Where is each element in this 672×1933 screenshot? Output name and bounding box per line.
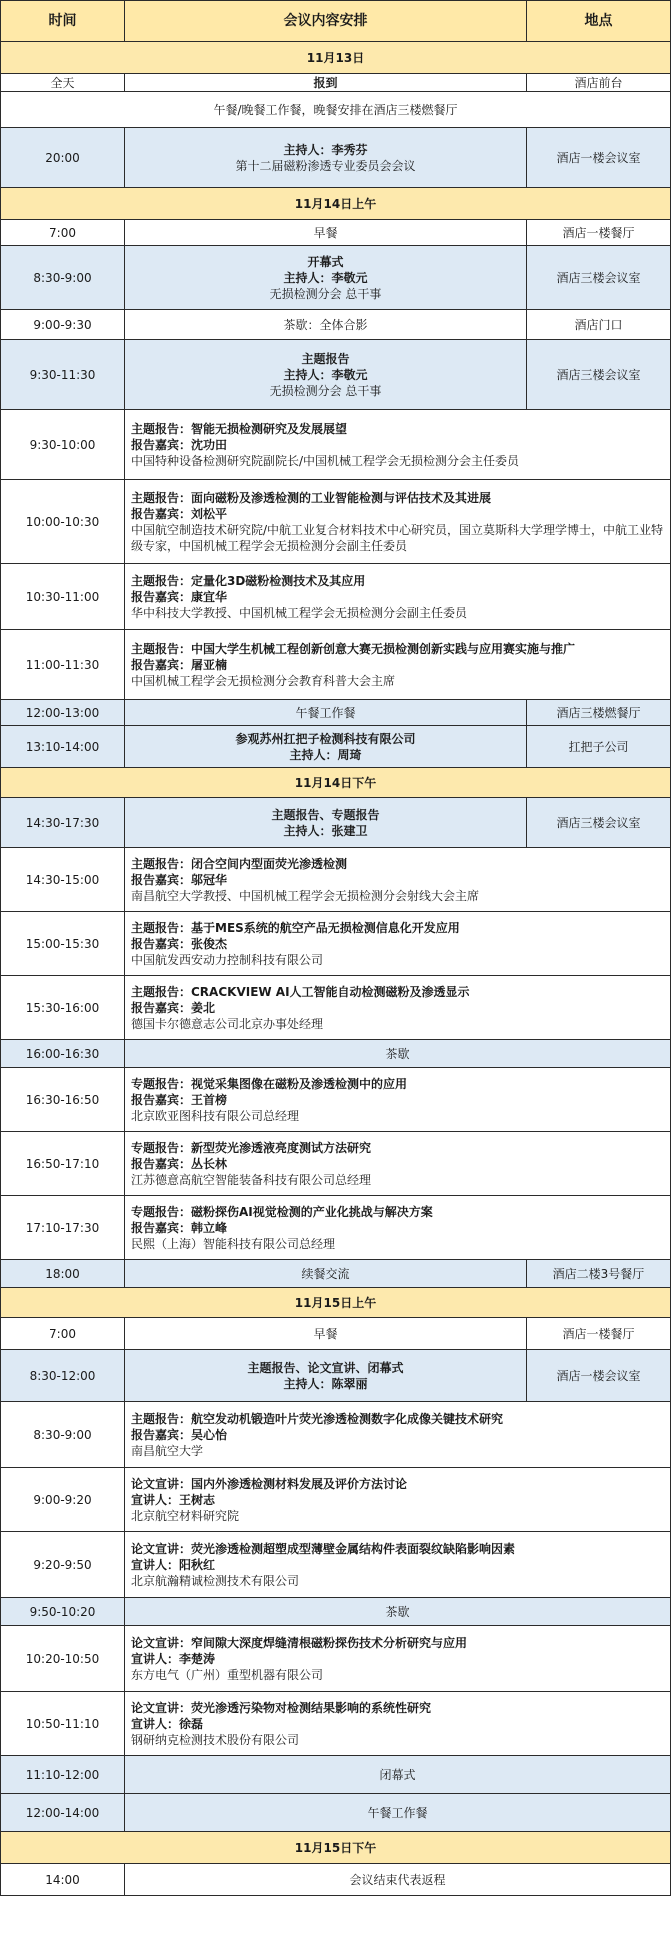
row-content: 午餐工作餐	[125, 1794, 671, 1832]
talk-details	[125, 848, 671, 912]
row-title: 主题报告	[301, 351, 350, 366]
header-time: 时间	[1, 1, 125, 42]
talk-speaker: 宣讲人：阳秋红	[131, 1557, 216, 1572]
talk-affiliation: 北京航空材料研究院	[131, 1508, 240, 1523]
row-time: 9:30-10:00	[1, 410, 125, 480]
talk-row	[1, 1196, 671, 1260]
talk-speaker: 报告嘉宾：王首榜	[131, 1092, 228, 1107]
talk-topic: 论文宣讲：荧光渗透污染物对检测结果影响的系统性研究	[131, 1700, 432, 1715]
talk-row	[1, 912, 671, 976]
row-time: 17:10-17:30	[1, 1196, 125, 1260]
talk-row	[1, 1692, 671, 1756]
talk-topic: 论文宣讲：荧光渗透检测超塑成型薄壁金属结构件表面裂纹缺陷影响因素	[131, 1541, 516, 1556]
talk-details	[125, 480, 671, 564]
talk-affiliation: 北京欧亚图科技有限公司总经理	[131, 1108, 300, 1123]
talk-speaker: 宣讲人：徐磊	[131, 1716, 204, 1731]
talk-topic: 论文宣讲：国内外渗透检测材料发展及评价方法讨论	[131, 1476, 408, 1491]
talk-affiliation: 江苏德意高航空智能装备科技有限公司总经理	[131, 1172, 372, 1187]
talk-topic: 主题报告：CRACKVIEW AI人工智能自动检测磁粉及渗透显示	[131, 984, 470, 999]
schedule-row	[1, 74, 671, 92]
talk-affiliation: 德国卡尔德意志公司北京办事处经理	[131, 1016, 324, 1031]
talk-speaker: 报告嘉宾：屠亚楠	[131, 657, 228, 672]
talk-topic: 论文宣讲：窄间隙大深度焊缝清根磁粉探伤技术分析研究与应用	[131, 1635, 468, 1650]
day-header-row	[1, 1832, 671, 1864]
schedule-row	[1, 1040, 671, 1068]
day-label: 11月13日	[1, 42, 671, 74]
row-time: 12:00-13:00	[1, 700, 125, 726]
talk-row	[1, 1402, 671, 1468]
day-label: 11月14日上午	[1, 188, 671, 220]
row-time: 8:30-9:00	[1, 246, 125, 310]
row-content: 茶歇：全体合影	[125, 310, 527, 340]
talk-affiliation: 南昌航空大学教授、中国机械工程学会无损检测分会射线大会主席	[131, 888, 480, 903]
talk-affiliation: 中国机械工程学会无损检测分会教育科普大会主席	[131, 673, 396, 688]
row-location: 酒店三楼会议室	[527, 246, 671, 310]
talk-row	[1, 848, 671, 912]
talk-row	[1, 1132, 671, 1196]
row-location: 酒店二楼3号餐厅	[527, 1260, 671, 1288]
row-location: 酒店一楼餐厅	[527, 220, 671, 246]
row-time: 12:00-14:00	[1, 1794, 125, 1832]
talk-details	[125, 410, 671, 480]
talk-topic: 专题报告：新型荧光渗透液亮度测试方法研究	[131, 1140, 372, 1155]
talk-details	[125, 630, 671, 700]
talk-affiliation: 华中科技大学教授、中国机械工程学会无损检测分会副主任委员	[131, 605, 468, 620]
row-content	[125, 1350, 527, 1402]
talk-speaker: 报告嘉宾：韩立峰	[131, 1220, 228, 1235]
row-content: 茶歇	[125, 1040, 671, 1068]
talk-row	[1, 630, 671, 700]
header-location: 地点	[527, 1, 671, 42]
schedule-row	[1, 92, 671, 128]
schedule-row	[1, 798, 671, 848]
talk-row	[1, 976, 671, 1040]
row-host: 主持人：李敬元	[283, 270, 368, 285]
row-time: 全天	[1, 74, 125, 92]
talk-details	[125, 1468, 671, 1532]
talk-details	[125, 1196, 671, 1260]
row-content: 午餐/晚餐工作餐，晚餐安排在酒店三楼燃餐厅	[1, 92, 671, 128]
talk-speaker: 报告嘉宾：沈功田	[131, 437, 228, 452]
row-content: 茶歇	[125, 1598, 671, 1626]
talk-details	[125, 1532, 671, 1598]
header-content: 会议内容安排	[125, 1, 527, 42]
row-time: 9:00-9:30	[1, 310, 125, 340]
row-content: 闭幕式	[125, 1756, 671, 1794]
schedule-row	[1, 1260, 671, 1288]
talk-speaker: 报告嘉宾：姜北	[131, 1000, 216, 1015]
row-content	[125, 340, 527, 410]
table-header-row	[1, 1, 671, 42]
talk-topic: 主题报告：中国大学生机械工程创新创意大赛无损检测创新实践与应用赛实施与推广	[131, 641, 576, 656]
schedule-row	[1, 246, 671, 310]
row-time: 10:00-10:30	[1, 480, 125, 564]
row-time: 11:00-11:30	[1, 630, 125, 700]
schedule-row	[1, 1756, 671, 1794]
talk-topic: 主题报告：定量化3D磁粉检测技术及其应用	[131, 573, 366, 588]
talk-speaker: 宣讲人：李楚涛	[131, 1651, 216, 1666]
row-time: 20:00	[1, 128, 125, 188]
day-label: 11月15日上午	[1, 1288, 671, 1318]
row-description: 第十二届磁粉渗透专业委员会会议	[235, 158, 416, 173]
talk-row	[1, 410, 671, 480]
row-title: 主题报告、论文宣讲、闭幕式	[247, 1360, 404, 1375]
talk-details	[125, 1626, 671, 1692]
row-time: 9:50-10:20	[1, 1598, 125, 1626]
schedule-row	[1, 310, 671, 340]
row-content: 会议结束代表返程	[125, 1864, 671, 1896]
row-content: 早餐	[125, 1318, 527, 1350]
day-header-row	[1, 1288, 671, 1318]
talk-speaker: 宣讲人：王树志	[131, 1492, 216, 1507]
schedule-row	[1, 1350, 671, 1402]
talk-details	[125, 976, 671, 1040]
row-content: 续餐交流	[125, 1260, 527, 1288]
talk-topic: 专题报告：视觉采集图像在磁粉及渗透检测中的应用	[131, 1076, 408, 1091]
talk-speaker: 报告嘉宾：吴心怡	[131, 1427, 228, 1442]
row-location: 酒店三楼会议室	[527, 340, 671, 410]
row-host: 主持人：李敬元	[283, 367, 368, 382]
talk-details	[125, 1068, 671, 1132]
day-label: 11月15日下午	[1, 1832, 671, 1864]
row-time: 9:30-11:30	[1, 340, 125, 410]
talk-row	[1, 564, 671, 630]
talk-details	[125, 912, 671, 976]
schedule-row	[1, 1598, 671, 1626]
row-title: 参观苏州扛把子检测科技有限公司	[235, 731, 416, 746]
row-time: 7:00	[1, 1318, 125, 1350]
talk-speaker: 报告嘉宾：刘松平	[131, 506, 228, 521]
schedule-row	[1, 1864, 671, 1896]
row-content	[125, 246, 527, 310]
row-location: 酒店门口	[527, 310, 671, 340]
row-time: 9:20-9:50	[1, 1532, 125, 1598]
row-location: 酒店一楼会议室	[527, 1350, 671, 1402]
talk-topic: 主题报告：面向磁粉及渗透检测的工业智能检测与评估技术及其进展	[131, 490, 492, 505]
row-role: 无损检测分会 总干事	[269, 286, 382, 301]
talk-affiliation: 东方电气（广州）重型机器有限公司	[131, 1667, 324, 1682]
row-role: 无损检测分会 总干事	[269, 383, 382, 398]
row-time: 8:30-12:00	[1, 1350, 125, 1402]
talk-row	[1, 1068, 671, 1132]
row-host: 主持人：周琦	[289, 747, 362, 762]
talk-affiliation: 南昌航空大学	[131, 1443, 204, 1458]
talk-speaker: 报告嘉宾：丛长林	[131, 1156, 228, 1171]
row-time: 10:50-11:10	[1, 1692, 125, 1756]
row-location: 扛把子公司	[527, 726, 671, 768]
talk-affiliation: 钢研纳克检测技术股份有限公司	[131, 1732, 300, 1747]
schedule-row	[1, 340, 671, 410]
talk-affiliation: 中国航发西安动力控制科技有限公司	[131, 952, 324, 967]
row-location: 酒店一楼会议室	[527, 128, 671, 188]
row-time: 13:10-14:00	[1, 726, 125, 768]
talk-affiliation: 中国航空制造技术研究院/中航工业复合材料技术中心研究员，国立莫斯科大学理学博士，中航工业特级专家，中国机械工程学会无损检测分会副主任委员	[131, 522, 664, 553]
row-location: 酒店三楼燃餐厅	[527, 700, 671, 726]
row-content: 午餐工作餐	[125, 700, 527, 726]
talk-details	[125, 1692, 671, 1756]
talk-topic: 主题报告：智能无损检测研究及发展展望	[131, 421, 348, 436]
schedule-row	[1, 1318, 671, 1350]
talk-affiliation: 北京航瀚精诚检测技术有限公司	[131, 1573, 300, 1588]
schedule-row	[1, 220, 671, 246]
row-time: 16:30-16:50	[1, 1068, 125, 1132]
talk-speaker: 报告嘉宾：康宜华	[131, 589, 228, 604]
talk-topic: 专题报告：磁粉探伤AI视觉检测的产业化挑战与解决方案	[131, 1204, 433, 1219]
row-time: 14:30-17:30	[1, 798, 125, 848]
talk-affiliation: 民熙（上海）智能科技有限公司总经理	[131, 1236, 336, 1251]
schedule-row	[1, 726, 671, 768]
row-content: 早餐	[125, 220, 527, 246]
talk-details	[125, 1402, 671, 1468]
talk-speaker: 报告嘉宾：邬冠华	[131, 872, 228, 887]
row-time: 16:00-16:30	[1, 1040, 125, 1068]
talk-details	[125, 1132, 671, 1196]
row-time: 14:00	[1, 1864, 125, 1896]
talk-speaker: 报告嘉宾：张俊杰	[131, 936, 228, 951]
day-label: 11月14日下午	[1, 768, 671, 798]
talk-row	[1, 480, 671, 564]
row-time: 10:30-11:00	[1, 564, 125, 630]
row-time: 16:50-17:10	[1, 1132, 125, 1196]
row-time: 18:00	[1, 1260, 125, 1288]
row-time: 14:30-15:00	[1, 848, 125, 912]
row-time: 15:00-15:30	[1, 912, 125, 976]
talk-topic: 主题报告：闭合空间内型面荧光渗透检测	[131, 856, 348, 871]
day-header-row	[1, 188, 671, 220]
row-location: 酒店前台	[527, 74, 671, 92]
row-host: 主持人：陈翠丽	[283, 1376, 368, 1391]
row-time: 9:00-9:20	[1, 1468, 125, 1532]
row-content	[125, 726, 527, 768]
row-content	[125, 798, 527, 848]
row-time: 15:30-16:00	[1, 976, 125, 1040]
day-header-row	[1, 768, 671, 798]
row-title: 开幕式	[307, 254, 344, 269]
row-title: 主题报告、专题报告	[271, 807, 380, 822]
talk-details	[125, 564, 671, 630]
row-host: 主持人：张建卫	[283, 823, 368, 838]
talk-topic: 主题报告：航空发动机锻造叶片荧光渗透检测数字化成像关键技术研究	[131, 1411, 504, 1426]
schedule-row	[1, 1794, 671, 1832]
row-time: 11:10-12:00	[1, 1756, 125, 1794]
talk-row	[1, 1532, 671, 1598]
talk-affiliation: 中国特种设备检测研究院副院长/中国机械工程学会无损检测分会主任委员	[131, 453, 520, 468]
row-content: 报到	[125, 74, 527, 92]
row-location: 酒店一楼餐厅	[527, 1318, 671, 1350]
row-host: 主持人：李秀芬	[283, 142, 368, 157]
row-content	[125, 128, 527, 188]
row-location: 酒店三楼会议室	[527, 798, 671, 848]
schedule-row	[1, 128, 671, 188]
talk-topic: 主题报告：基于MES系统的航空产品无损检测信息化开发应用	[131, 920, 460, 935]
schedule-row	[1, 700, 671, 726]
talk-row	[1, 1626, 671, 1692]
row-time: 8:30-9:00	[1, 1402, 125, 1468]
row-time: 7:00	[1, 220, 125, 246]
talk-row	[1, 1468, 671, 1532]
row-time: 10:20-10:50	[1, 1626, 125, 1692]
day-header-row	[1, 42, 671, 74]
